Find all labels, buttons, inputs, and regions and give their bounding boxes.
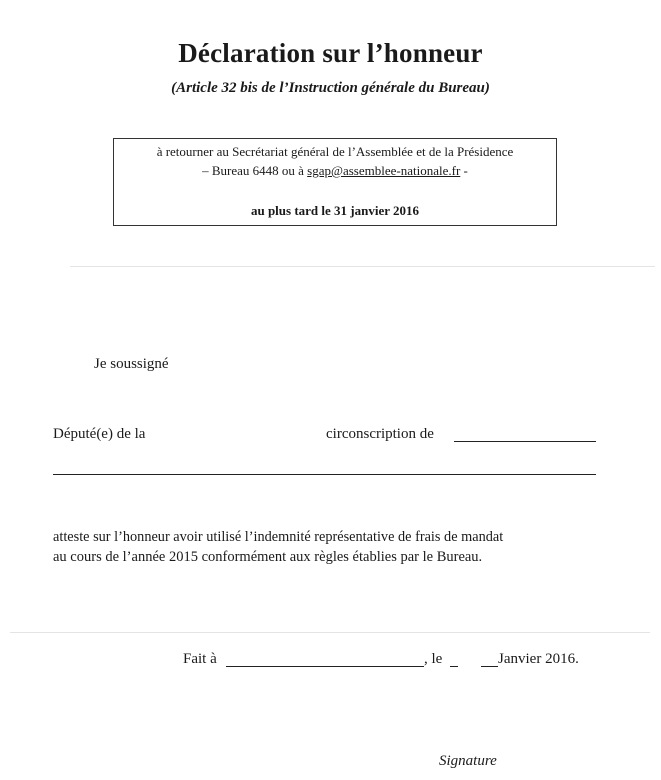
deputy-label: Député(e) de la	[53, 426, 146, 442]
constituency-label: circonscription de	[326, 426, 434, 442]
constituency-continuation-field[interactable]	[53, 474, 596, 475]
page-title: Déclaration sur l’honneur	[178, 38, 483, 68]
month-year: Janvier 2016.	[498, 651, 579, 667]
attestation-line-1: atteste sur l’honneur avoir utilisé l’indemnité représentative de frais de mandat	[53, 529, 504, 545]
scan-artifact	[10, 632, 650, 633]
notice-bureau-text: – Bureau 6448 ou à	[202, 163, 308, 178]
notice-box	[113, 138, 557, 226]
date-separator: , le	[424, 651, 443, 667]
place-field[interactable]	[226, 666, 424, 667]
day-field-part-1[interactable]	[450, 666, 458, 667]
day-field-part-2[interactable]	[481, 666, 498, 667]
notice-bureau-line	[114, 163, 556, 179]
email-link[interactable]: sgap@assemblee-nationale.fr	[307, 163, 461, 178]
notice-deadline: au plus tard le 31 janvier 2016	[250, 203, 420, 218]
done-at-label: Fait à	[183, 651, 217, 667]
notice-bureau-suffix: -	[460, 163, 468, 178]
constituency-field[interactable]	[454, 441, 596, 442]
undersigned-label: Je soussigné	[94, 356, 169, 372]
scan-artifact	[70, 266, 655, 267]
signature-label: Signature	[439, 753, 497, 769]
notice-return-line: à retourner au Secrétariat général de l’Assemblée et de la Présidence	[156, 144, 514, 159]
attestation-line-2: au cours de l’année 2015 conformément aux règles établies par le Bureau.	[53, 549, 483, 565]
page-subtitle: (Article 32 bis de l’Instruction générale du Bureau)	[171, 80, 490, 96]
